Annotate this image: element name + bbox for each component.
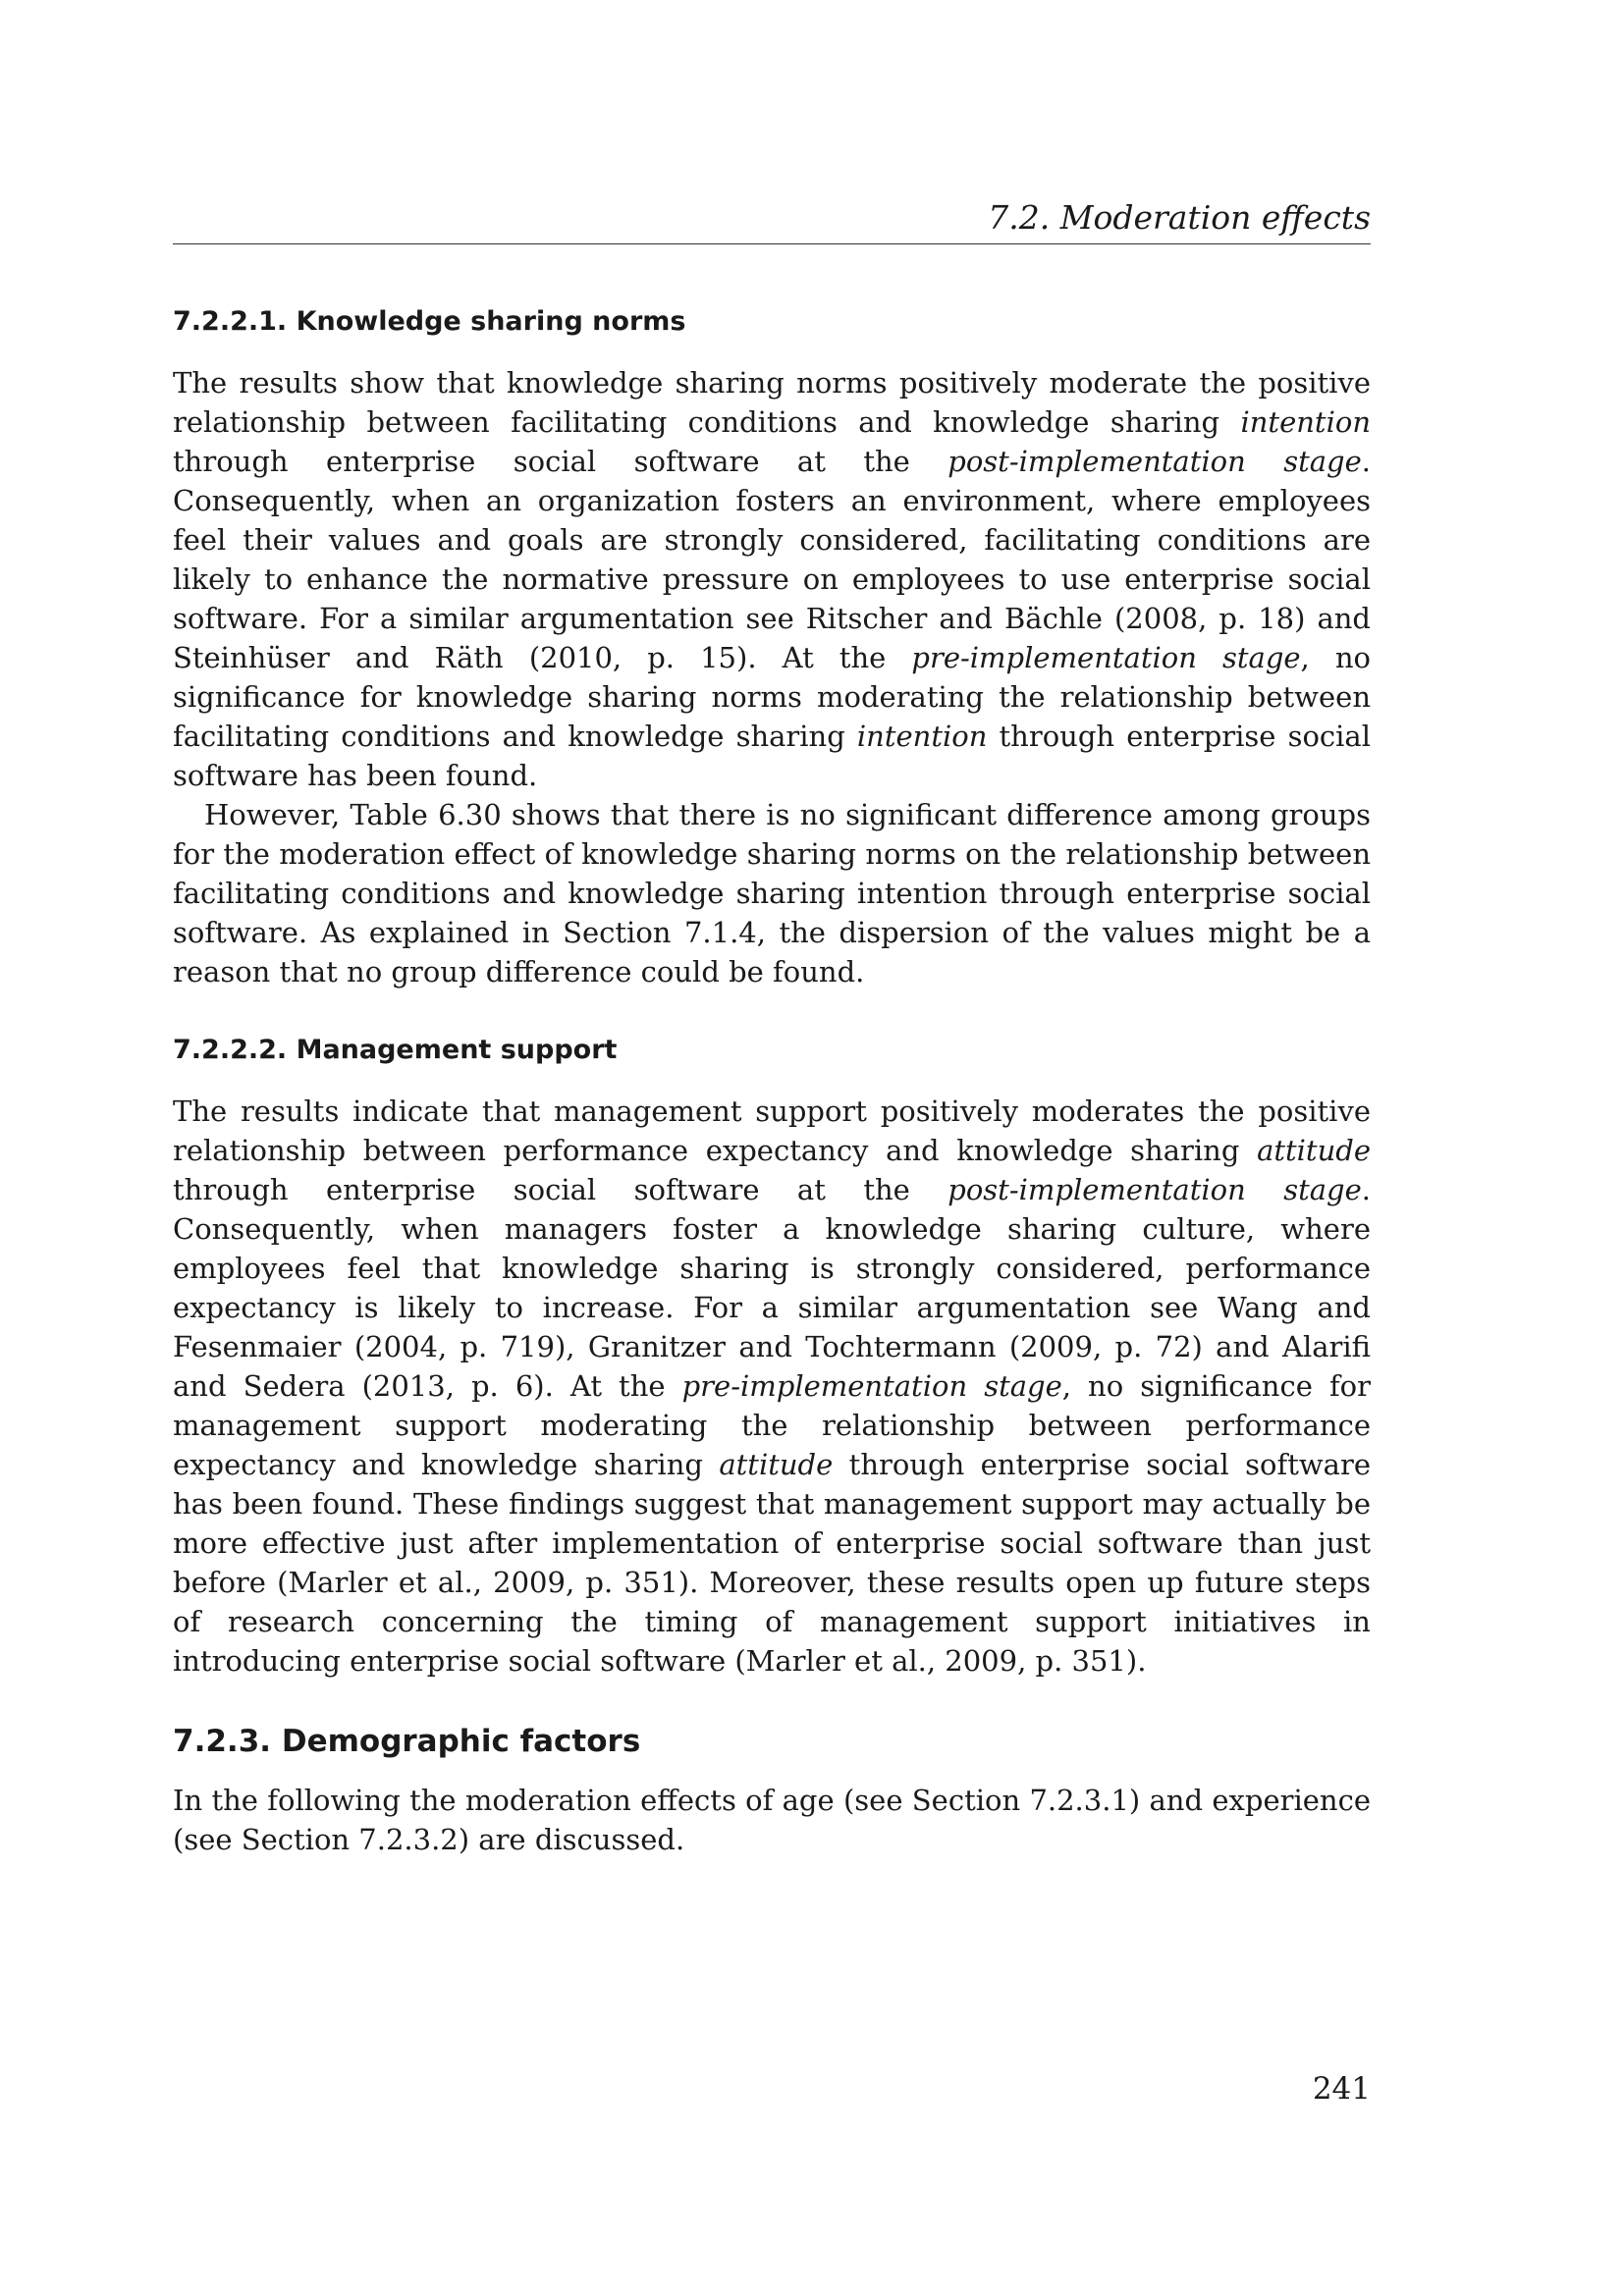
page-number: 241 — [1312, 2071, 1371, 2107]
section-heading-demographic-factors: 7.2.3. Demographic factors — [173, 1724, 641, 1759]
paragraph: In the following the moderation effects of age (see Section 7.2.3.1) and experience (see Section 7.2.3.2) are discussed. — [173, 1784, 1371, 1856]
page-content — [173, 302, 1371, 1859]
section-heading-knowledge-sharing-norms: 7.2.2.1. Knowledge sharing norms — [173, 306, 686, 337]
paragraph: The results indicate that management support positively moderates the positive relationship between performance expectancy and knowledge sharing attitude through enterprise social software at the post-implementation stage. Consequently, when managers foster a knowledge sharing culture, where employees feel that knowledge sharing is strongly considered, performance expectancy is likely to increase. For a similar argumentation see Wang and Fesenmaier (2004, p. 719), Granitzer and Tochtermann (2009, p. 72) and Alarifi and Sedera (2013, p. 6). At the pre-implementation stage, no significance for management support moderating the relationship between performance expectancy and knowledge sharing attitude through enterprise social software has been found. These findings suggest that management support may actually be more effective just after implementation of enterprise social software than just before (Marler et al., 2009, p. 351). Moreover, these results open up future steps of research concerning the timing of management support initiatives in introducing enterprise social software (Marler et al., 2009, p. 351). — [173, 1095, 1371, 1678]
running-header — [173, 192, 1371, 244]
paragraph: The results show that knowledge sharing norms positively moderate the positive relationship between facilitating conditions and knowledge sharing intention through enterprise social software at the post-implementation stage. Consequently, when an organization fosters an environment, where employees feel their values and goals are strongly considered, facilitating conditions are likely to enhance the normative pressure on employees to use enterprise social software. For a similar argumentation see Ritscher and Bächle (2008, p. 18) and Steinhüser and Räth (2010, p. 15). At the pre-implementation stage, no significance for knowledge sharing norms moderating the relationship between facilitating conditions and knowledge sharing intention through enterprise social software has been found. — [173, 366, 1371, 792]
section-heading-management-support: 7.2.2.2. Management support — [173, 1035, 618, 1065]
running-title: 7.2. Moderation effects — [988, 198, 1371, 237]
paragraph: However, Table 6.30 shows that there is no significant difference among groups for the moderation effect of knowledge sharing norms on the relationship between facilitating conditions and knowledge sharing intention through enterprise social software. As explained in Section 7.1.4, the dispersion of the values might be a reason that no group difference could be found. — [173, 798, 1371, 988]
